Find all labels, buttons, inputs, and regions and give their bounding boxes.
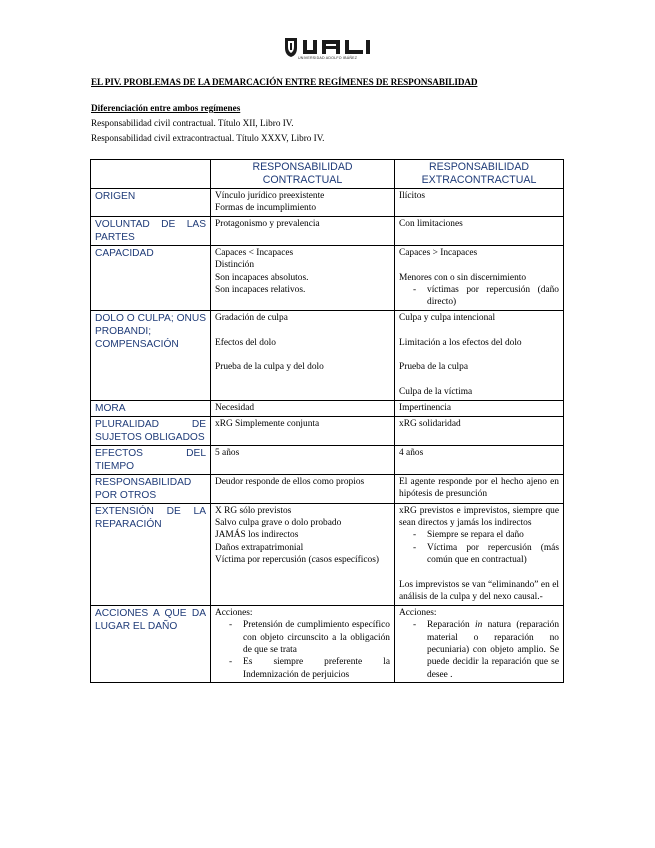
table-row [91,310,564,400]
row-label: EXTENSIÓN DE LA REPARACIÓN [91,503,211,605]
dash-list [215,619,390,681]
cell-contractual [211,310,395,400]
cell-line: JAMÁS los indirectos [215,530,299,541]
cell-line: Son incapaces absolutos. [215,272,309,283]
header-extracontractual: RESPONSABILIDAD EXTRACONTRACTUAL [395,160,564,189]
cell-contractual [211,474,395,503]
section-subheading: Diferenciación entre ambos regímenes [91,103,241,113]
cell-extracontractual [395,416,564,445]
list-item: - Es siempre preferente la Indemnización de perjuicios [229,656,390,681]
cell-line: Distinción [215,260,255,271]
cell-line: Acciones: [215,607,253,618]
row-label: DOLO O CULPA; ONUS PROBANDI; COMPENSACIÓN [91,310,211,400]
cell-line: xRG previstos e imprevistos, siempre que sean directos y jamás los indirectos [399,505,559,529]
cell-line: Limitación a los efectos del dolo [399,337,522,348]
cell-line: Daños extrapatrimonial [215,542,304,553]
cell-line: Deudor responde de ellos como propios [215,476,365,487]
cell-line: Víctima por repercusión (casos específicos) [215,555,379,566]
list-item: - Víctima por repercusión (más común que en contractual) [413,542,559,567]
cell-line: Capaces > Incapaces [399,247,478,258]
table-row [91,474,564,503]
table-row [91,189,564,217]
cell-contractual [211,245,395,310]
table-header-row [91,160,564,189]
header-empty [91,160,211,189]
list-item: - Reparación in natura (reparación material o reparación no pecuniaria) con objeto amplio. Se puede decidir la reparación que se desee . [413,619,559,681]
dash-list [399,619,559,681]
cell-line: Salvo culpa grave o dolo probado [215,518,342,529]
cell-extracontractual [395,605,564,682]
cell-extracontractual [395,245,564,310]
cell-line: Formas de incumplimiento [215,203,317,214]
table-row [91,216,564,245]
list-item: - víctimas por repercusión (daño directo) [413,284,559,309]
cell-line: Los imprevistos se van “eliminando” en el análisis de la culpa y del nexo causal.- [399,580,559,603]
cell-line: Son incapaces relativos. [215,285,306,296]
cell-extracontractual [395,400,564,416]
cell-line: Prueba de la culpa y del dolo [215,362,324,373]
cell-extracontractual [395,474,564,503]
table-row [91,400,564,416]
cell-line: Protagonismo y prevalencia [215,218,320,229]
cell-contractual [211,416,395,445]
cell-line: xRG solidaridad [399,418,461,429]
cell-line: Acciones: [399,607,437,618]
cell-line: Capaces < Incapaces [215,247,294,258]
cell-line: 5 años [215,447,240,458]
cell-line: Menores con o sin discernimiento [399,272,527,283]
dash-list [399,284,559,309]
crest-icon [285,38,297,57]
cell-line: Prueba de la culpa [399,362,468,373]
cell-extracontractual [395,216,564,245]
logo-subtitle: UNIVERSIDAD ADOLFO IBÁÑEZ [298,56,358,60]
list-item: - Siempre se repara el daño [413,529,559,541]
intro-line-contractual: Responsabilidad civil contractual. Título XII, Libro IV. [91,118,294,128]
cell-extracontractual [395,189,564,217]
row-label: ORIGEN [91,189,211,217]
cell-contractual [211,216,395,245]
row-label: CAPACIDAD [91,245,211,310]
row-label: ACCIONES A QUE DA LUGAR EL DAÑO [91,605,211,682]
row-label: VOLUNTAD DE LAS PARTES [91,216,211,245]
cell-line: Gradación de culpa [215,312,288,323]
cell-line: 4 años [399,447,424,458]
table-row [91,416,564,445]
row-label: MORA [91,400,211,416]
cell-line: Culpa de la víctima [399,387,473,398]
cell-contractual [211,503,395,605]
cell-line: El agente responde por el hecho ajeno en hipótesis de presunción [399,476,559,500]
table-row [91,445,564,474]
table-row [91,605,564,682]
cell-line: Necesidad [215,402,255,413]
cell-extracontractual [395,310,564,400]
cell-line: Vínculo jurídico preexistente [215,191,325,201]
table-row [91,245,564,310]
document-heading: EL PIV. PROBLEMAS DE LA DEMARCACIÓN ENTRE REGÍMENES DE RESPONSABILIDAD [91,77,478,87]
cell-contractual [211,445,395,474]
cell-line: Culpa y culpa intencional [399,312,496,323]
cell-contractual [211,605,395,682]
comparison-table [90,159,564,683]
cell-line: X RG sólo previstos [215,505,292,516]
table-row [91,503,564,605]
cell-line: Impertinencia [399,402,452,413]
row-label: RESPONSABILIDAD POR OTROS [91,474,211,503]
cell-line: xRG Simplemente conjunta [215,418,320,429]
cell-contractual [211,400,395,416]
cell-contractual [211,189,395,217]
cell-extracontractual [395,445,564,474]
cell-extracontractual [395,503,564,605]
cell-line: Efectos del dolo [215,337,276,348]
intro-line-extracontractual: Responsabilidad civil extracontractual. Título XXXV, Libro IV. [91,133,325,143]
uai-wordmark [303,40,370,54]
row-label: EFECTOS DEL TIEMPO [91,445,211,474]
dash-list [399,529,559,566]
list-item: - Pretensión de cumplimiento específico con objeto circunscito a la obligación de que se trata [229,619,390,656]
row-label: PLURALIDAD DE SUJETOS OBLIGADOS [91,416,211,445]
header-contractual: RESPONSABILIDAD CONTRACTUAL [211,160,395,189]
cell-line: Ilícitos [399,191,426,201]
cell-line: Con limitaciones [399,218,463,229]
